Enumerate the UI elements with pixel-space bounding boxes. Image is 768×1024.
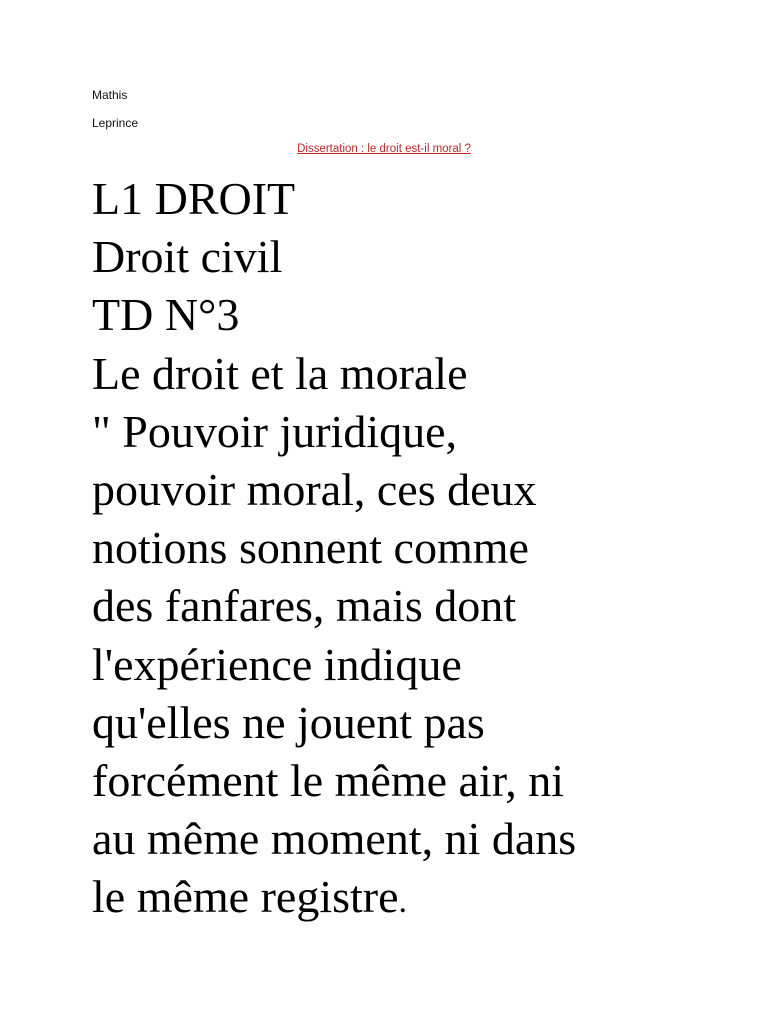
document-body [92, 170, 752, 932]
quote-line: pouvoir moral, ces deux [92, 464, 537, 516]
quote-last-text: le même registre [92, 871, 399, 923]
quote-line: des fanfares, mais dont [92, 580, 517, 632]
dissertation-title: Dissertation : le droit est-il moral ? [297, 143, 471, 155]
final-period: . [398, 883, 408, 921]
line-topic: Le droit et la morale [92, 347, 468, 399]
author-first-name: Mathis [92, 88, 128, 102]
line-td-number: TD N°3 [92, 289, 240, 341]
quote-line: qu'elles ne jouent pas [92, 696, 485, 748]
quote-line-last [92, 868, 752, 931]
line-subject: Droit civil [92, 231, 283, 283]
line-course: L1 DROIT [92, 173, 296, 224]
quote-line: forcément le même air, ni [92, 755, 564, 807]
quote-line: " Pouvoir juridique, [92, 405, 458, 457]
quote-line: au même moment, ni dans [92, 813, 577, 865]
quote-line: notions sonnent comme [92, 522, 529, 574]
quote-line: l'expérience indique [92, 638, 462, 690]
author-last-name: Leprince [92, 116, 139, 130]
